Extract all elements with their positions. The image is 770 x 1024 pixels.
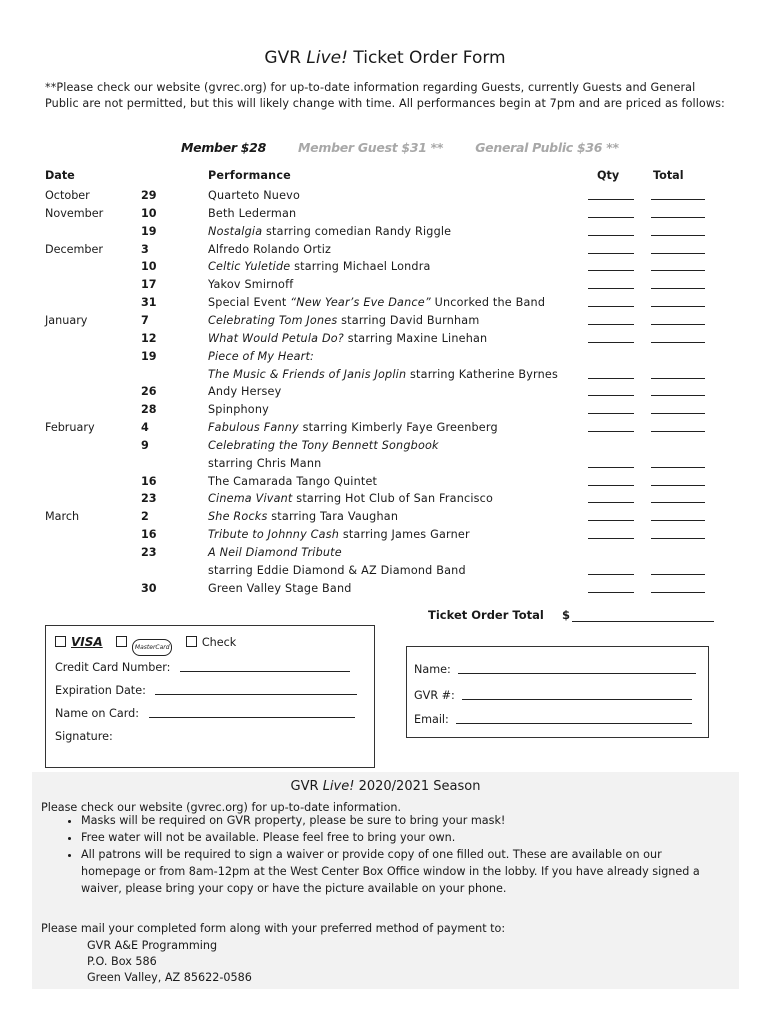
row-day: 7 [141,313,149,327]
total-field[interactable] [651,574,705,575]
table-row [45,582,725,599]
total-field[interactable] [651,217,705,218]
total-field[interactable] [651,306,705,307]
card-number-label: Credit Card Number: [55,661,171,674]
price-member: Member $28 [181,140,266,155]
season-bullets [41,812,721,897]
row-performance: Nostalgia starring comedian Randy Riggle [208,224,452,238]
total-field[interactable] [651,502,705,503]
mail-intro: Please mail your completed form along with your preferred method of payment to: [41,922,506,935]
qty-field[interactable] [588,395,634,396]
address-line: P.O. Box 586 [87,955,157,968]
qty-field[interactable] [588,199,634,200]
row-performance: Celtic Yuletide starring Michael Londra [208,260,431,274]
table-row [45,510,725,527]
expiration-field[interactable] [155,684,357,695]
row-performance: She Rocks starring Tara Vaughan [208,510,399,524]
row-day: 29 [141,189,157,202]
table-row [45,278,725,295]
row-performance: Celebrating Tom Jones starring David Burnham [208,313,480,327]
table-row [45,296,725,313]
season-info-box [32,772,739,989]
check-label: Check [201,636,237,649]
row-performance: Spinphony [208,403,269,417]
total-field[interactable] [651,413,705,414]
row-performance: Andy Hersey [208,385,282,399]
qty-field[interactable] [588,253,634,254]
row-performance: Quarteto Nuevo [208,189,301,202]
payment-options [55,635,236,656]
row-month: January [45,313,88,327]
table-row [45,457,725,474]
row-performance: Special Event “New Year’s Eve Dance” Uncorked the Band [208,296,546,310]
total-field[interactable] [651,378,705,379]
visa-checkbox[interactable] [55,636,66,647]
row-day: 10 [141,206,157,220]
total-field[interactable] [651,288,705,289]
row-performance: The Music & Friends of Janis Joplin starring Katherine Byrnes [208,367,559,381]
row-day: 23 [141,492,157,506]
gvr-label: GVR #: [414,689,455,702]
row-performance: The Camarada Tango Quintet [208,474,378,488]
qty-field[interactable] [588,413,634,414]
row-performance: Alfredo Rolando Ortiz [208,242,332,256]
row-day: 16 [141,528,157,542]
qty-field[interactable] [588,520,634,521]
table-row [45,528,725,545]
mastercard-logo: MasterCard [132,639,172,656]
qty-field[interactable] [588,306,634,307]
qty-field[interactable] [588,467,634,468]
row-performance: Green Valley Stage Band [208,581,352,595]
row-day: 4 [141,421,149,435]
check-checkbox[interactable] [186,636,197,647]
header-qty: Qty [597,169,620,182]
row-day: 2 [141,510,149,524]
address-line: Green Valley, AZ 85622-0586 [87,971,252,984]
qty-field[interactable] [588,288,634,289]
season-title: GVR Live! 2020/2021 Season [290,779,481,794]
row-day: 23 [141,546,157,559]
form-title: GVR Live! Ticket Order Form [264,48,506,68]
table-row [45,421,725,438]
qty-field[interactable] [588,502,634,503]
email-field[interactable] [456,713,692,724]
row-month: November [45,206,104,220]
row-performance: Beth Lederman [208,206,297,220]
row-day: 30 [141,581,157,595]
total-field[interactable] [651,342,705,343]
table-row [45,492,725,509]
order-total-dollar: $ [562,608,571,622]
signature-row [55,730,113,743]
row-day: 3 [141,242,149,256]
total-field[interactable] [651,467,705,468]
row-day: 17 [141,278,157,292]
email-label: Email: [414,713,449,726]
expiration-label: Expiration Date: [55,684,146,697]
signature-label: Signature: [55,730,113,743]
row-day: 31 [141,296,157,310]
total-field[interactable] [651,592,705,593]
table-row [45,207,725,224]
row-day: 19 [141,224,157,238]
header-performance: Performance [208,169,291,182]
row-performance: Piece of My Heart: [208,349,315,363]
ticket-order-total [428,608,571,622]
bullet-water: • Free water will not be available. Please feel free to bring your own. [81,829,721,846]
expiration-row [55,684,357,697]
total-field[interactable] [651,485,705,486]
table-row [45,403,725,420]
row-day: 19 [141,349,157,363]
row-performance: Celebrating the Tony Bennett Songbook [208,438,439,452]
name-on-card-label: Name on Card: [55,707,139,720]
row-performance: What Would Petula Do? starring Maxine Linehan [208,331,488,345]
qty-field[interactable] [588,538,634,539]
address-line: GVR A&E Programming [87,939,218,952]
qty-field[interactable] [588,485,634,486]
table-row [45,475,725,492]
price-guest: Member Guest $31 ** [298,140,444,155]
row-day: 12 [141,331,157,345]
row-day: 10 [141,260,157,274]
row-day: 16 [141,474,157,488]
table-row [45,439,725,456]
table-row [45,260,725,277]
gvr-field[interactable] [462,689,692,700]
qty-field[interactable] [588,574,634,575]
qty-field[interactable] [588,235,634,236]
payment-box [45,625,375,768]
table-row [45,368,725,385]
total-field[interactable] [651,270,705,271]
total-field[interactable] [651,199,705,200]
row-month: December [45,242,104,256]
table-row [45,350,725,367]
name-field[interactable] [458,663,696,674]
order-total-field[interactable] [572,621,714,622]
card-number-field[interactable] [180,661,350,672]
total-field[interactable] [651,431,705,432]
gvr-row [414,689,692,702]
total-field[interactable] [651,538,705,539]
total-field[interactable] [651,395,705,396]
name-on-card-row [55,707,355,720]
table-row [45,385,725,402]
qty-field[interactable] [588,378,634,379]
row-performance: starring Eddie Diamond & AZ Diamond Band [208,563,466,577]
qty-field[interactable] [588,324,634,325]
row-performance: Fabulous Fanny starring Kimberly Faye Greenberg [208,421,498,435]
row-month: October [45,189,90,202]
name-on-card-field[interactable] [149,707,355,718]
table-row [45,332,725,349]
row-performance: Tribute to Johnny Cash starring James Garner [208,528,470,542]
qty-field[interactable] [588,270,634,271]
row-performance: Cinema Vivant starring Hot Club of San Francisco [208,492,494,506]
name-label: Name: [414,663,451,676]
qty-field[interactable] [588,431,634,432]
header-date: Date [45,169,75,182]
row-performance: Yakov Smirnoff [208,278,294,292]
table-row [45,225,725,242]
total-field[interactable] [651,253,705,254]
qty-field[interactable] [588,342,634,343]
table-row [45,314,725,331]
row-day: 26 [141,385,157,399]
card-number-row [55,661,350,674]
mailing-address [87,938,252,986]
row-performance: A Neil Diamond Tribute [208,546,342,559]
table-row [45,564,725,581]
row-day: 28 [141,403,157,417]
row-day: 9 [141,438,149,452]
header-total: Total [653,169,684,182]
contact-box [406,646,709,738]
name-row [414,663,696,676]
bullet-waiver: • All patrons will be required to sign a waiver or provide copy of one filled out. These are available on our homepage or from 8am-12pm at the West Center Box Office window in the lobby. If you have already signed a waiver, please bring your copy or have the picture available on your phone. [81,846,721,897]
bullet-masks: • Masks will be required on GVR property, please be sure to bring your mask! [81,812,721,829]
intro-text: **Please check our website (gvrec.org) for up-to-date information regarding Guests, currently Guests and General Public are not permitted, but this will likely change with time. All performances begin at 7pm and are priced as follows: [45,81,725,110]
email-row [414,713,692,726]
table-row [45,243,725,260]
qty-field[interactable] [588,592,634,593]
qty-field[interactable] [588,217,634,218]
row-month: February [45,421,95,435]
season-intro: Please check our website (gvrec.org) for up-to-date information. [41,801,402,814]
row-month: March [45,510,80,524]
price-public: General Public $36 ** [475,140,619,155]
total-field[interactable] [651,520,705,521]
visa-logo: VISA [71,635,103,649]
total-field[interactable] [651,324,705,325]
table-header [45,169,725,186]
price-list [181,140,647,155]
mastercard-checkbox[interactable] [116,636,127,647]
table-row [45,189,725,206]
total-field[interactable] [651,235,705,236]
table-row [45,546,725,563]
order-total-label: Ticket Order Total [428,608,544,622]
row-performance: starring Chris Mann [208,456,322,470]
